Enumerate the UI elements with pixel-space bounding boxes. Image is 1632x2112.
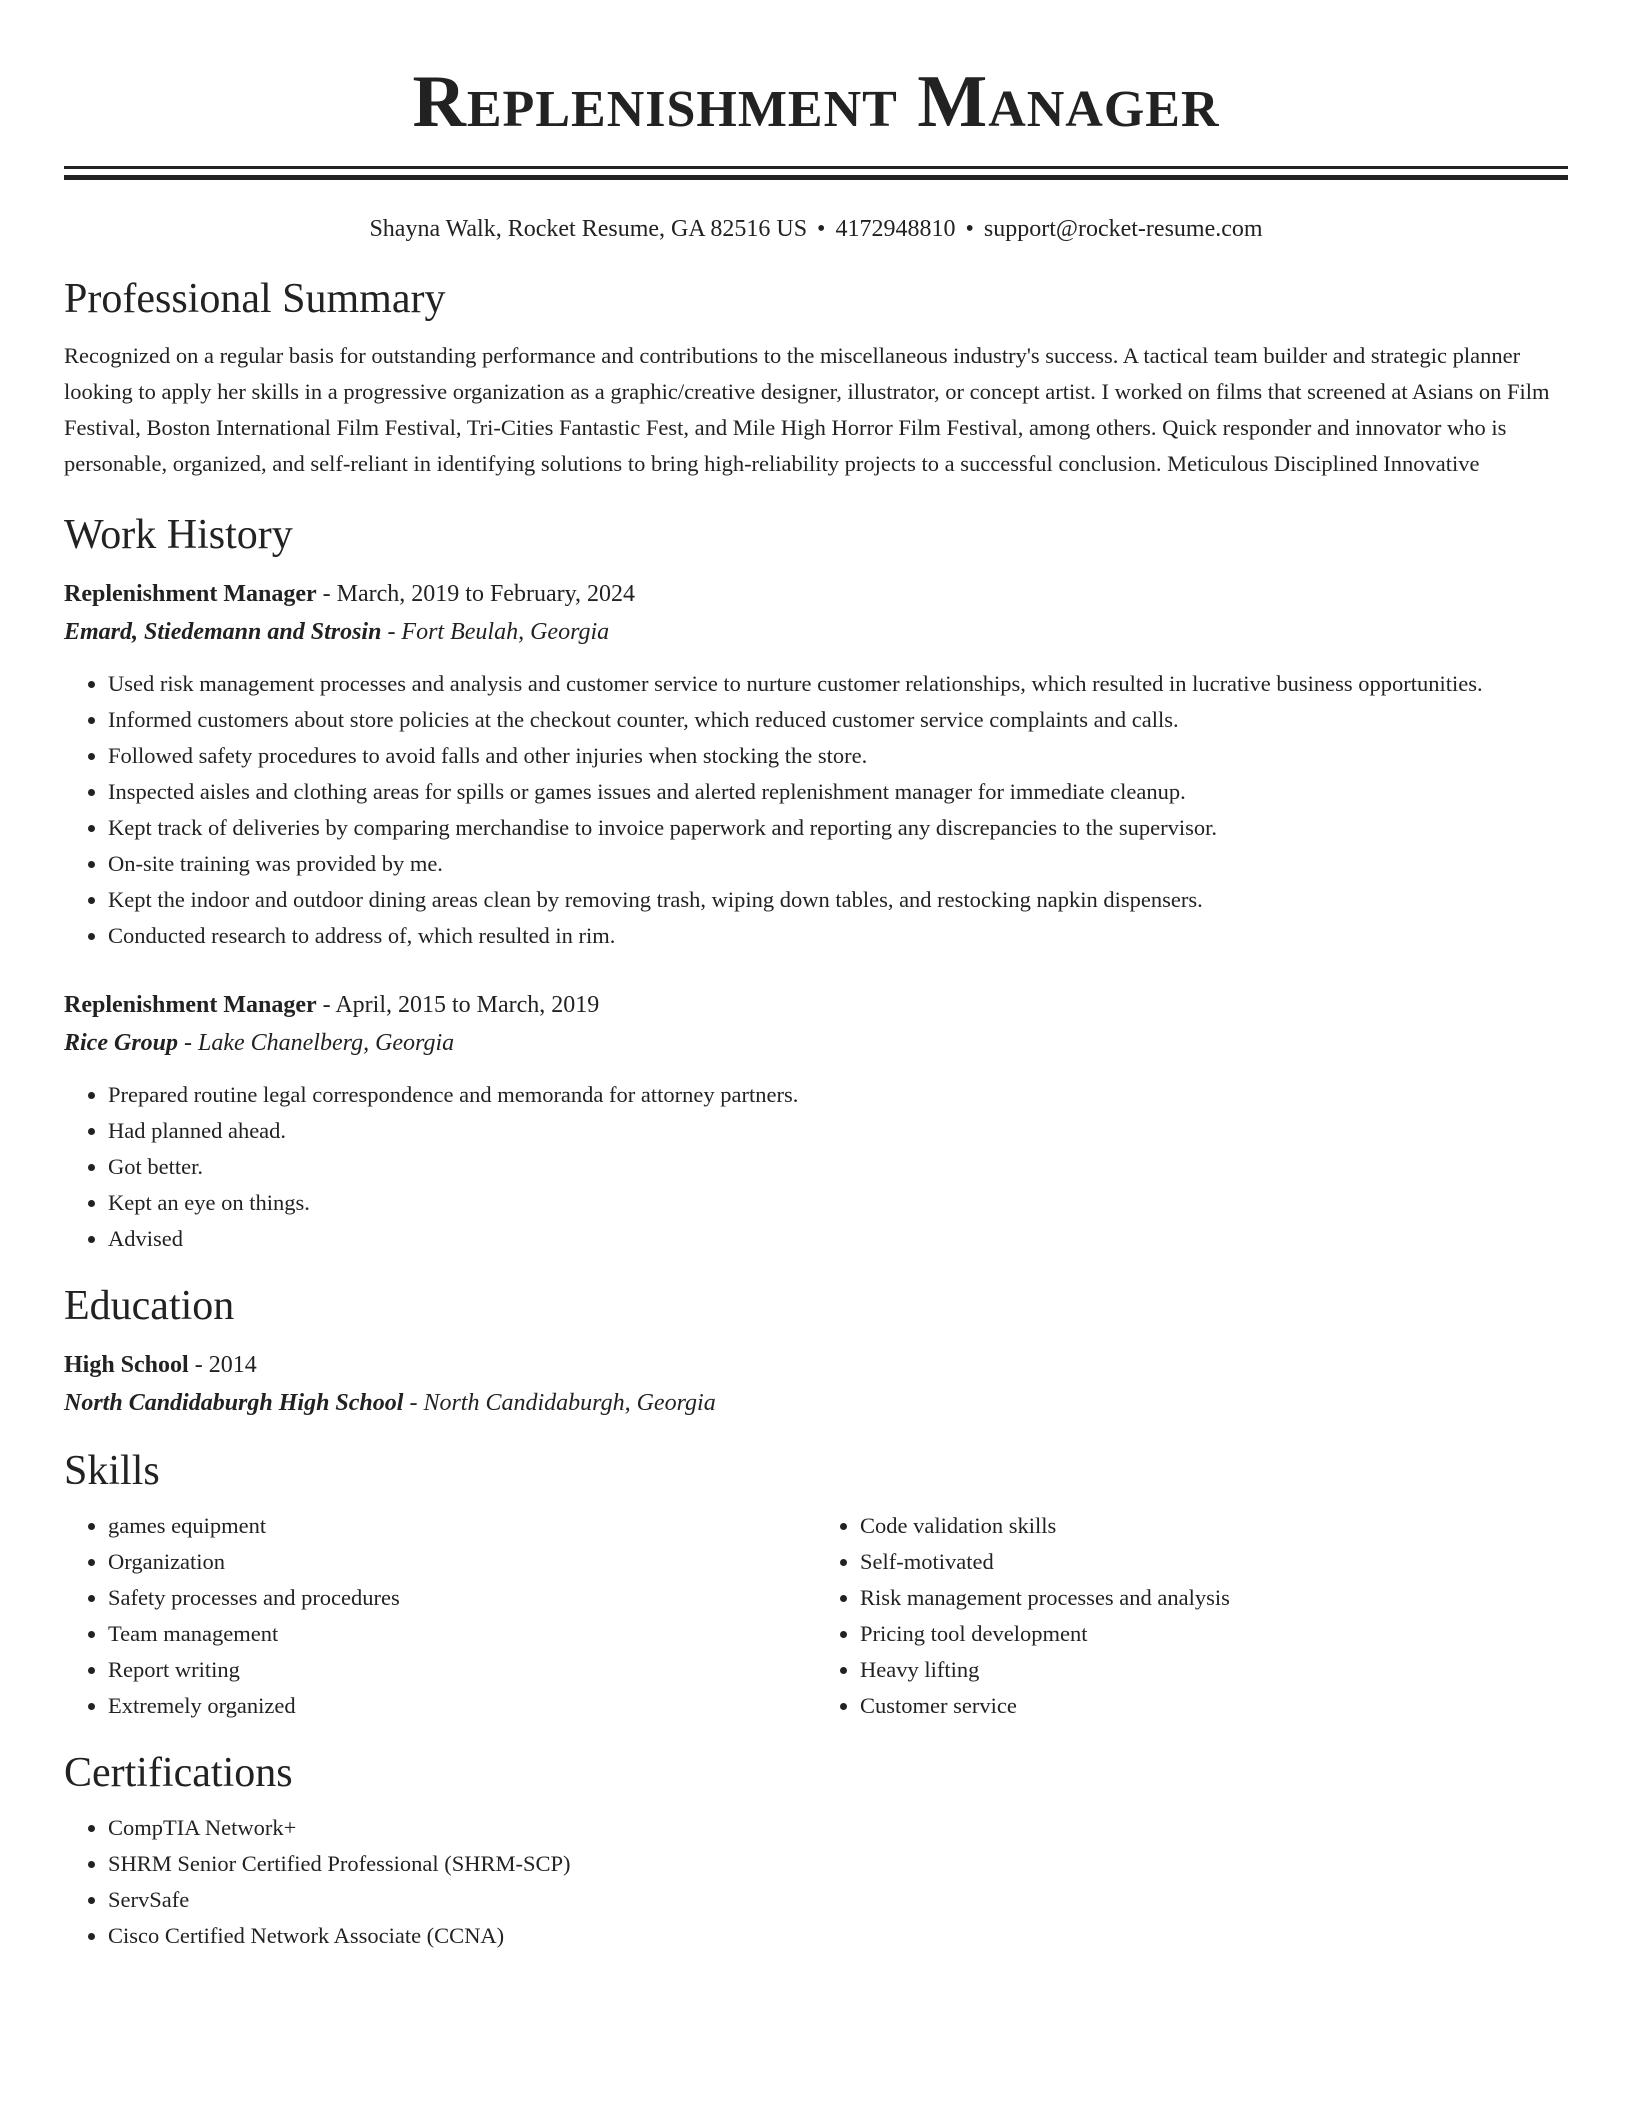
- job-location: - Fort Beulah, Georgia: [381, 619, 610, 645]
- education-school: North Candidaburgh High School: [64, 1390, 404, 1416]
- skill-item: • Heavy lifting: [860, 1652, 1568, 1688]
- job-bullet: • Prepared routine legal correspondence and memoranda for attorney partners.: [108, 1077, 1568, 1113]
- skill-item: • games equipment: [108, 1508, 816, 1544]
- job-bullets: [64, 666, 1568, 954]
- contact-phone: 4172948810: [835, 216, 956, 242]
- title-divider-thin: [64, 166, 1568, 169]
- job-bullet: • Got better.: [108, 1149, 1568, 1185]
- skills-list-left: [64, 1508, 816, 1724]
- education-degree: High School: [64, 1352, 189, 1378]
- work-history-section: [64, 510, 1568, 1257]
- certifications-list: [64, 1810, 1568, 1954]
- job-entry: [64, 986, 1568, 1257]
- contact-address: Shayna Walk, Rocket Resume, GA 82516 US: [369, 216, 808, 242]
- skill-item: • Self-motivated: [860, 1544, 1568, 1580]
- job-bullet: • On-site training was provided by me.: [108, 846, 1568, 882]
- education-location: - North Candidaburgh, Georgia: [403, 1390, 716, 1416]
- skill-item: • Team management: [108, 1616, 816, 1652]
- education-degree-line: [64, 1346, 1568, 1384]
- job-bullet: • Kept track of deliveries by comparing merchandise to invoice paperwork and reporting any discrepancies to the supervisor.: [108, 810, 1568, 846]
- contact-line: [64, 214, 1568, 244]
- job-company: Emard, Stiedemann and Strosin: [64, 619, 382, 645]
- job-bullet: • Kept an eye on things.: [108, 1185, 1568, 1221]
- job-bullet: • Informed customers about store policies at the checkout counter, which reduced customer service complaints and calls.: [108, 702, 1568, 738]
- job-bullet: • Followed safety procedures to avoid falls and other injuries when stocking the store.: [108, 738, 1568, 774]
- summary-text: Recognized on a regular basis for outstanding performance and contributions to the miscellaneous industry's success. A tactical team builder and strategic planner looking to apply her skills in a progressive organization as a graphic/creative designer, illustrator, or concept artist. I worked on films that screened at Asians on Film Festival, Boston International Film Festival, Tri-Cities Fantastic Fest, and Mile High Horror Film Festival, among others. Quick responder and innovator who is personable, organized, and self-reliant in identifying solutions to bring high-reliability projects to a successful conclusion. Meticulous Disciplined Innovative: [64, 343, 1550, 476]
- job-title: Replenishment Manager: [64, 992, 317, 1018]
- job-title-line: [64, 575, 1568, 613]
- job-bullet: • Used risk management processes and analysis and customer service to nurture customer relationships, which resulted in lucrative business opportunities.: [108, 666, 1568, 702]
- certifications-section: [64, 1748, 1568, 1954]
- job-title-line: [64, 986, 1568, 1024]
- work-history-heading: Work History: [64, 512, 293, 558]
- certifications-heading: Certifications: [64, 1750, 293, 1796]
- resume-title: Replenishment Manager: [412, 61, 1220, 143]
- job-location: - Lake Chanelberg, Georgia: [178, 1030, 455, 1056]
- skill-item: • Extremely organized: [108, 1688, 816, 1724]
- certification-item: • ServSafe: [108, 1882, 1568, 1918]
- job-dates: - March, 2019 to February, 2024: [316, 581, 636, 607]
- education-heading: Education: [64, 1283, 235, 1329]
- skill-item: • Risk management processes and analysis: [860, 1580, 1568, 1616]
- skills-columns: [64, 1508, 1568, 1724]
- skill-item: • Customer service: [860, 1688, 1568, 1724]
- job-bullet: • Kept the indoor and outdoor dining areas clean by removing trash, wiping down tables, and restocking napkin dispensers.: [108, 882, 1568, 918]
- skills-heading: Skills: [64, 1448, 160, 1494]
- skill-item: • Report writing: [108, 1652, 816, 1688]
- education-year: - 2014: [188, 1352, 257, 1378]
- job-title: Replenishment Manager: [64, 581, 317, 607]
- job-entry: [64, 575, 1568, 954]
- title-divider-thick: [64, 175, 1568, 180]
- certification-item: • Cisco Certified Network Associate (CCNA): [108, 1918, 1568, 1954]
- job-bullets: [64, 1077, 1568, 1257]
- job-company-line: [64, 613, 1568, 651]
- certification-item: • CompTIA Network+: [108, 1810, 1568, 1846]
- skill-item: • Pricing tool development: [860, 1616, 1568, 1652]
- job-bullet: • Advised: [108, 1221, 1568, 1257]
- job-dates: - April, 2015 to March, 2019: [316, 992, 600, 1018]
- summary-heading: Professional Summary: [64, 276, 446, 322]
- education-school-line: [64, 1384, 1568, 1422]
- education-section: [64, 1281, 1568, 1422]
- skill-item: • Safety processes and procedures: [108, 1580, 816, 1616]
- contact-separator: •: [965, 216, 974, 242]
- skills-section: [64, 1446, 1568, 1724]
- job-company-line: [64, 1024, 1568, 1062]
- certification-item: • SHRM Senior Certified Professional (SHRM-SCP): [108, 1846, 1568, 1882]
- job-company: Rice Group: [64, 1030, 178, 1056]
- job-bullet: • Inspected aisles and clothing areas for spills or games issues and alerted replenishment manager for immediate cleanup.: [108, 774, 1568, 810]
- contact-email: support@rocket-resume.com: [983, 216, 1263, 242]
- contact-separator: •: [817, 216, 826, 242]
- skill-item: • Code validation skills: [860, 1508, 1568, 1544]
- job-bullet: • Had planned ahead.: [108, 1113, 1568, 1149]
- job-bullet: • Conducted research to address of, which resulted in rim.: [108, 918, 1568, 954]
- skills-list-right: [816, 1508, 1568, 1724]
- skill-item: • Organization: [108, 1544, 816, 1580]
- summary-section: [64, 274, 1568, 482]
